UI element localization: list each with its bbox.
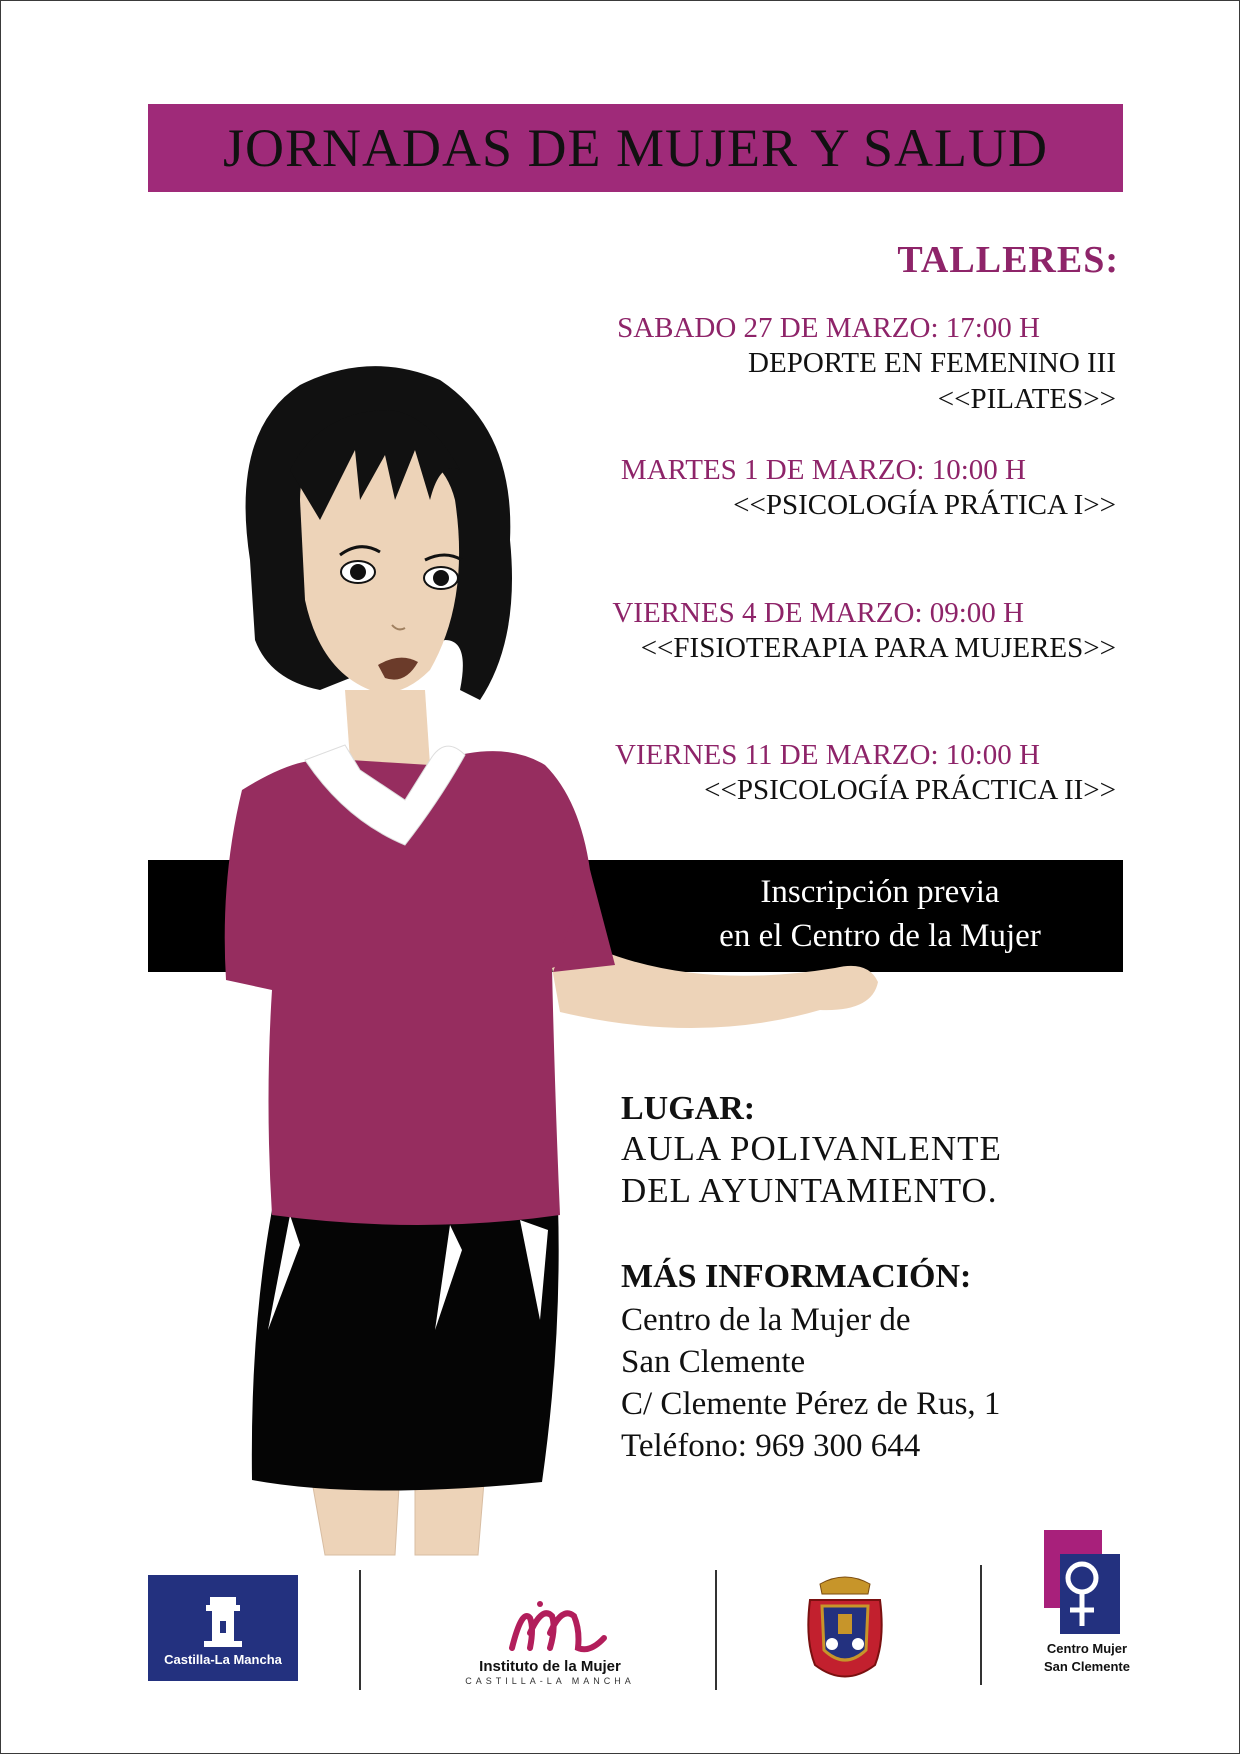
poster-title: JORNADAS DE MUJER Y SALUD [222,118,1049,178]
session-title: DEPORTE EN FEMENINO III [748,347,1116,379]
logo-divider [980,1565,982,1685]
instituto-label: Instituto de la Mujer [479,1658,621,1675]
session-title: <<PSICOLOGÍA PRÁTICA I>> [733,489,1116,521]
location-block [621,1090,1002,1212]
session-date: VIERNES 4 DE MARZO: 09:00 H [612,597,1024,629]
location-heading: LUGAR: [621,1090,756,1127]
info-address: C/ Clemente Pérez de Rus, 1 [621,1386,1001,1422]
castilla-la-mancha-logo [148,1575,298,1681]
inscription-line: en el Centro de la Mujer [719,918,1041,954]
session-date: MARTES 1 DE MARZO: 10:00 H [620,454,1026,486]
inscription-note [640,870,1120,958]
session-subtitle: <<PILATES>> [937,383,1116,415]
centro-mujer-line: San Clemente [1044,1659,1130,1674]
workshops-heading: TALLERES: [897,239,1119,281]
location-line: DEL AYUNTAMIENTO. [621,1171,998,1210]
session-title: <<FISIOTERAPIA PARA MUJERES>> [640,632,1116,664]
session-2 [621,454,1116,523]
coat-of-arms-icon [790,1570,900,1688]
session-1 [617,312,1116,417]
session-title: <<PSICOLOGÍA PRÁCTICA II>> [704,774,1116,806]
info-phone: Teléfono: 969 300 644 [621,1428,921,1464]
venus-symbol-icon [1044,1530,1120,1634]
info-heading: MÁS INFORMACIÓN: [621,1258,972,1295]
logo-divider [715,1570,717,1690]
centro-mujer-label [1032,1640,1142,1676]
info-line: Centro de la Mujer de [621,1302,911,1338]
session-date: SABADO 27 DE MARZO: 17:00 H [617,312,1040,344]
info-line: San Clemente [621,1344,806,1380]
instituto-sublabel: CASTILLA-LA MANCHA [465,1676,635,1686]
logo-divider [359,1570,361,1690]
inscription-line: Inscripción previa [760,874,1000,910]
session-3 [612,597,1116,666]
info-block [621,1255,1000,1467]
centro-mujer-line: Centro Mujer [1046,1641,1128,1656]
session-4 [615,739,1116,808]
instituto-m-icon [500,1598,610,1658]
castilla-label: Castilla-La Mancha [164,1652,282,1667]
session-date: VIERNES 11 DE MARZO: 10:00 H [614,739,1040,771]
location-line: AULA POLIVANLENTE [621,1129,1002,1168]
